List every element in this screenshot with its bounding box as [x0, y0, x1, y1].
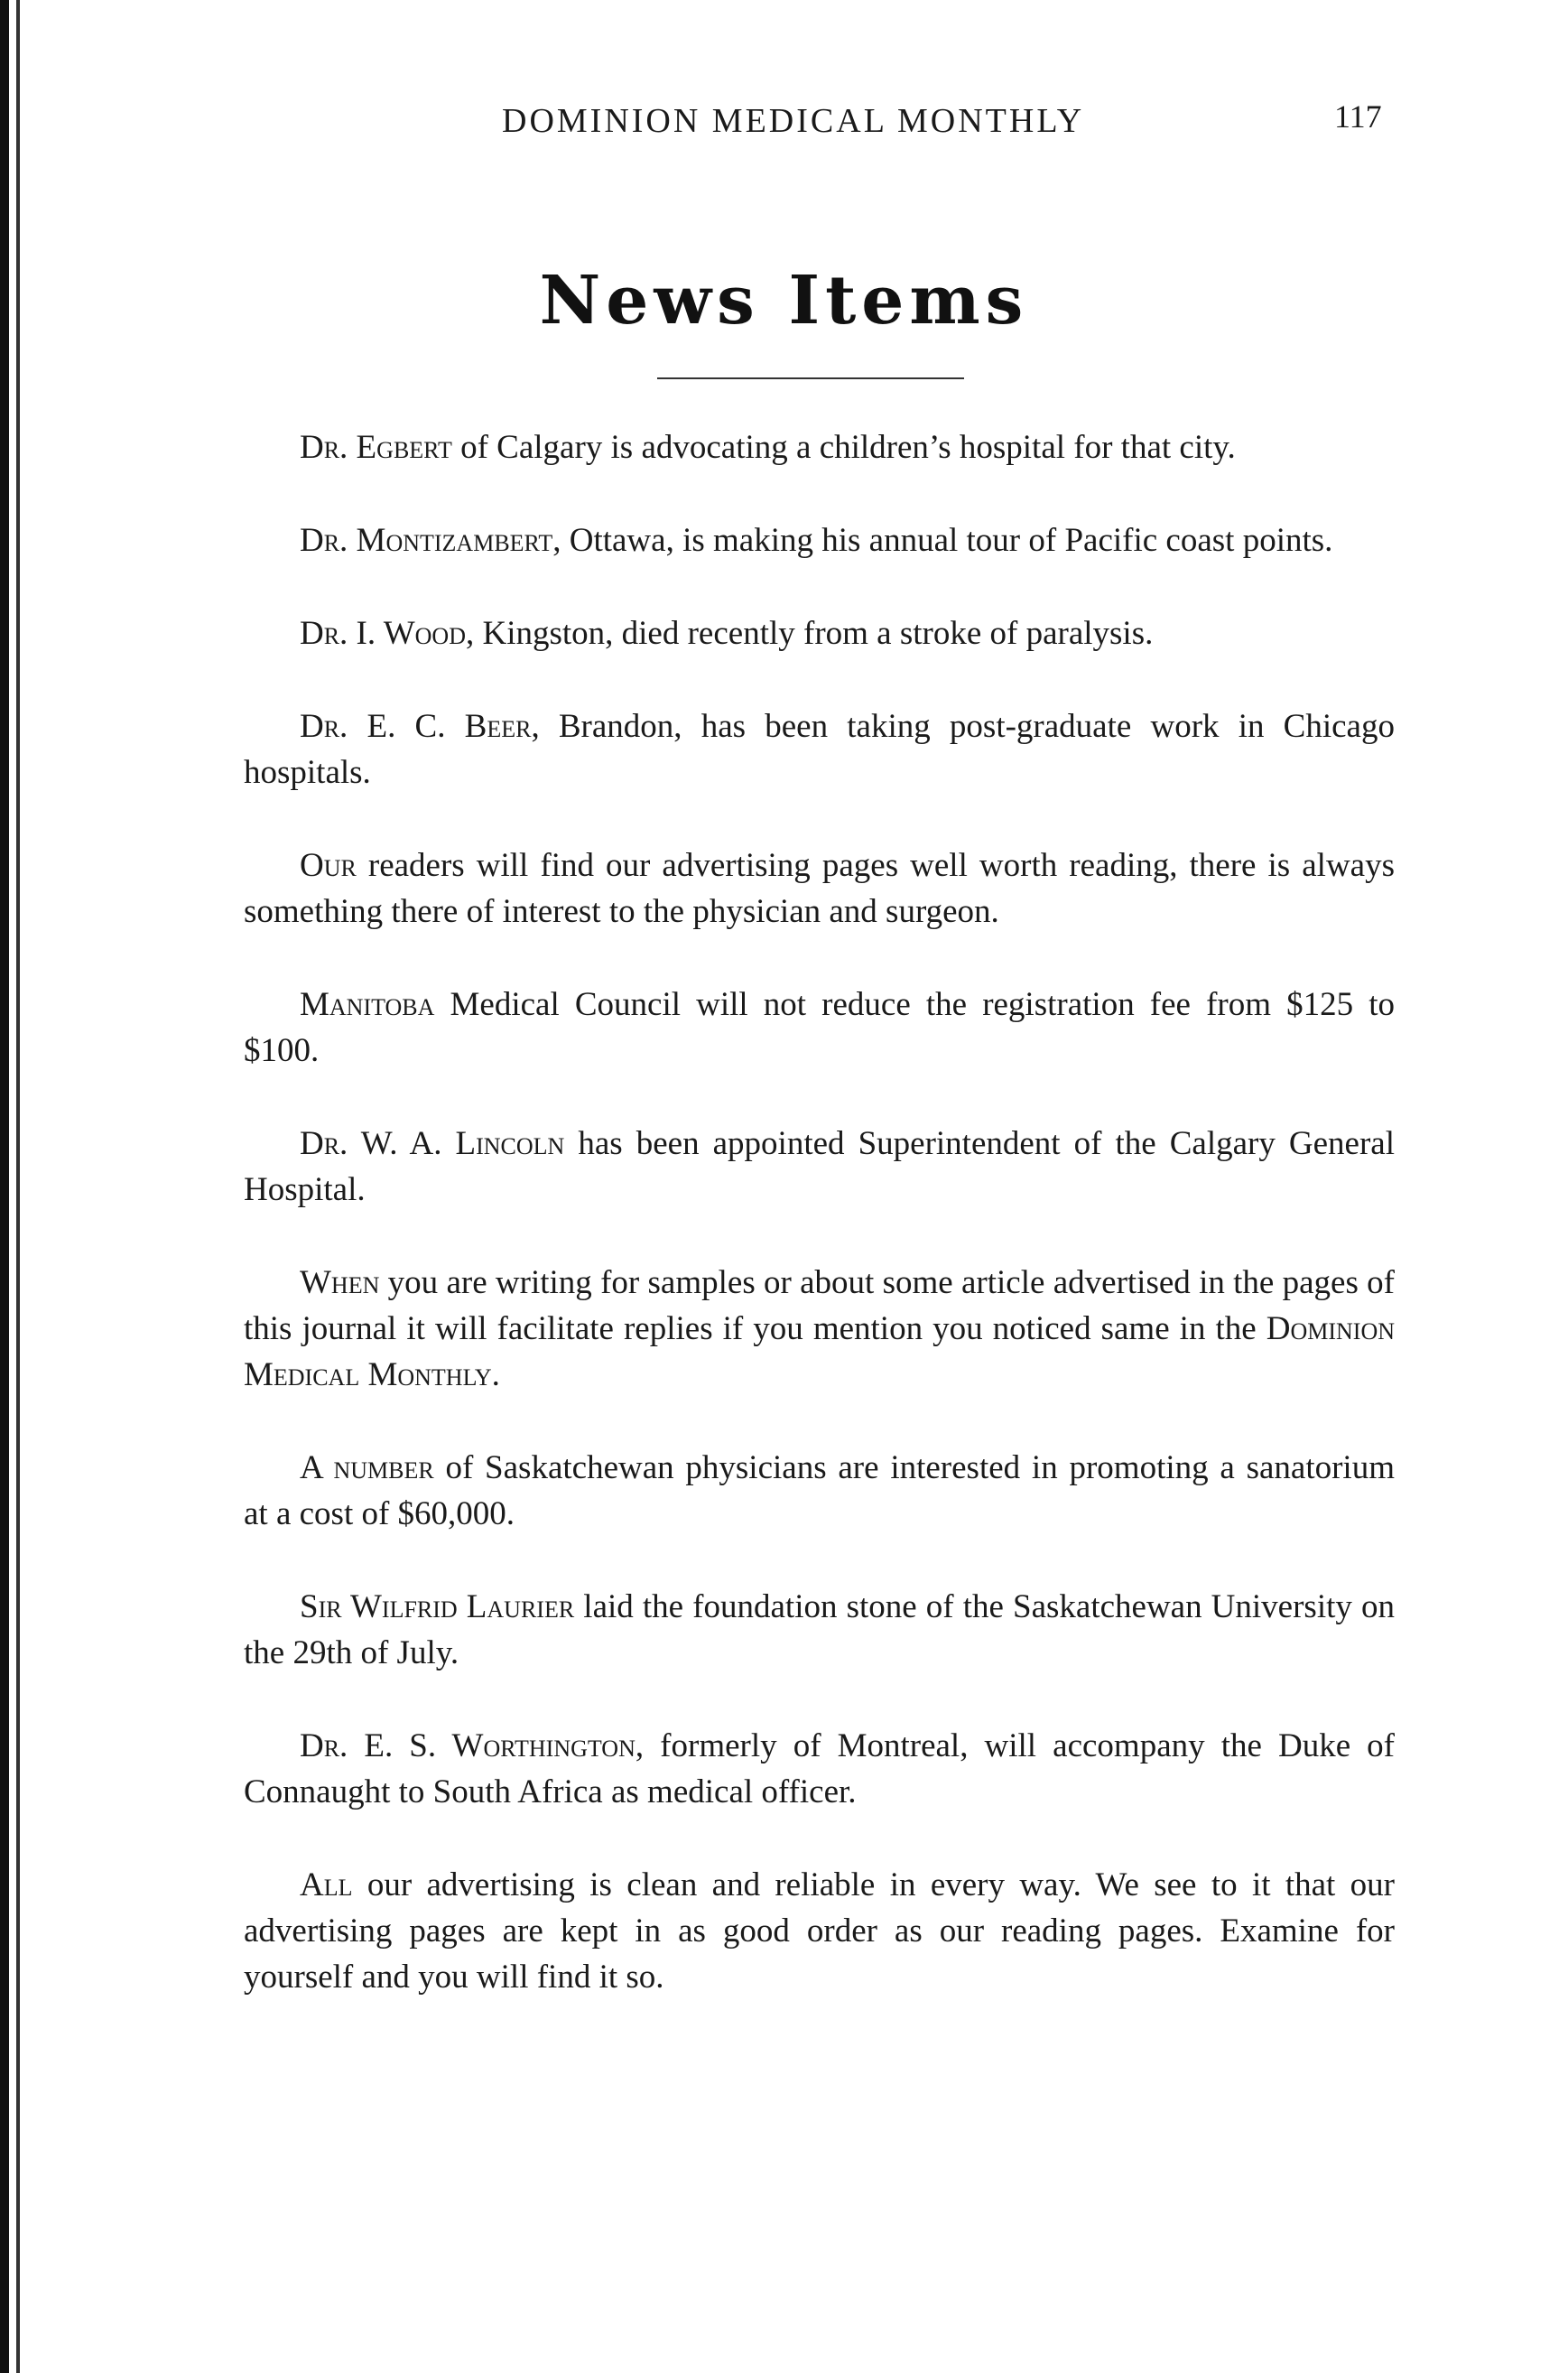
running-head: DOMINION MEDICAL MONTHLY — [502, 102, 1085, 140]
item-lead: Dr. Egbert — [300, 429, 452, 466]
item-lead: Manitoba — [300, 986, 435, 1023]
item-text: you are writing for samples or about some article advertised in the pages of this journal it will facilitate replies if you mention you noticed same in the — [244, 1264, 1395, 1347]
item-text: , Kingston, died recently from a stroke of paralysis. — [465, 615, 1154, 652]
news-item — [244, 1260, 1395, 1398]
item-lead: A number — [300, 1449, 434, 1486]
item-text: Medical Council will not reduce the registration fee from $125 to $100. — [244, 986, 1395, 1069]
page-binding-edge — [0, 0, 23, 2373]
item-lead: Dr. Montizambert — [300, 522, 553, 559]
news-item — [244, 703, 1395, 796]
news-item — [244, 1445, 1395, 1537]
title-divider — [657, 377, 964, 379]
news-item — [244, 1723, 1395, 1815]
item-text: has been appointed Superintendent of the Calgary General Hospital. — [244, 1125, 1395, 1208]
item-lead: Dr. W. A. Lincoln — [300, 1125, 565, 1162]
item-tail: . — [491, 1356, 500, 1393]
news-item — [244, 1584, 1395, 1676]
item-lead: Dr. E. S. Worthington — [300, 1727, 636, 1764]
item-lead: Our — [300, 847, 357, 884]
page-number: 117 — [1334, 98, 1382, 135]
item-lead: Dr. I. Wood — [300, 615, 466, 652]
item-text: of Saskatchewan physicians are interested in promoting a sanatorium at a cost of $60,000. — [244, 1449, 1395, 1532]
item-text: , Brandon, has been taking post-graduate work in Chicago hospitals. — [244, 708, 1395, 791]
item-text: , formerly of Montreal, will accompany the Duke of Connaught to South Africa as medical officer. — [244, 1727, 1396, 1810]
item-text: our advertising is clean and reliable in every way. We see to it that our advertising pages are kept in as good order as our reading pages. Examine for yourself and you will find it so. — [244, 1866, 1395, 1996]
item-lead: Dr. E. C. Beer — [300, 708, 532, 745]
news-item — [244, 610, 1395, 656]
news-items-list — [244, 424, 1395, 2047]
news-item — [244, 1121, 1395, 1213]
item-lead: All — [300, 1866, 353, 1903]
news-item — [244, 842, 1395, 935]
item-lead: When — [300, 1264, 380, 1301]
section-title: News Items — [539, 262, 1029, 340]
journal-name: Dominion Medical Monthly — [244, 1310, 1395, 1393]
news-item — [244, 982, 1395, 1074]
item-text: , Ottawa, is making his annual tour of Pacific coast points. — [552, 522, 1333, 559]
news-item — [244, 1862, 1395, 2000]
item-text: readers will find our advertising pages well worth reading, there is always something there of interest to the physician and surgeon. — [244, 847, 1395, 930]
news-item — [244, 424, 1395, 470]
news-item — [244, 517, 1395, 563]
item-lead: Sir Wilfrid Laurier — [300, 1588, 575, 1625]
item-text: of Calgary is advocating a children’s hospital for that city. — [451, 429, 1236, 466]
item-text: laid the foundation stone of the Saskatchewan University on the 29th of July. — [244, 1588, 1395, 1671]
